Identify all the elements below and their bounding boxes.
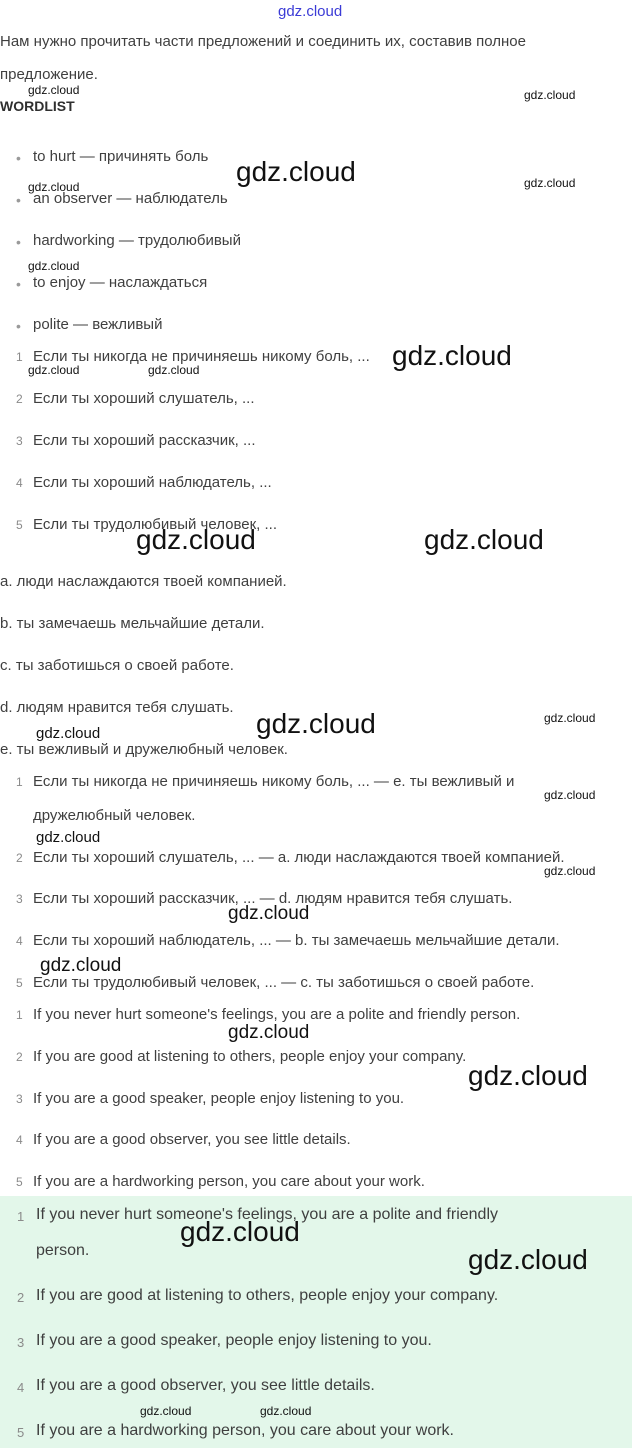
ending-item: e. ты вежливый и дружелюбный человек. [0, 741, 288, 758]
watermark: gdz.cloud [524, 176, 576, 190]
list-number: 4 [16, 476, 23, 490]
answer-item: If you are good at listening to others, people enjoy your company. [36, 1287, 499, 1304]
watermark: gdz.cloud [136, 524, 256, 555]
intro-line-2: предложение. [0, 66, 98, 83]
list-number: 5 [17, 1425, 25, 1440]
wordlist-title: WORDLIST [0, 98, 75, 114]
watermark: gdz.cloud [468, 1060, 588, 1091]
list-number: 2 [16, 392, 23, 406]
watermark: gdz.cloud [236, 156, 356, 187]
watermark: gdz.cloud [544, 711, 596, 725]
intro-line-1: Нам нужно прочитать части предложений и соединить их, составив полное [0, 33, 526, 50]
list-number: 1 [16, 1008, 23, 1022]
watermark: gdz.cloud [260, 1404, 312, 1418]
watermark: gdz.cloud [424, 524, 544, 555]
beginning-item: Если ты никогда не причиняешь никому боль, ... [33, 348, 370, 365]
matched-item: Если ты хороший наблюдатель, ... — b. ты замечаешь мельчайшие детали. [33, 932, 560, 949]
watermark: gdz.cloud [140, 1404, 192, 1418]
list-number: 5 [16, 1175, 23, 1189]
list-number: 1 [16, 775, 23, 789]
english-item: If you are a hardworking person, you care about your work. [33, 1173, 425, 1190]
ending-item: b. ты замечаешь мельчайшие детали. [0, 615, 265, 632]
answer-item: If you are a hardworking person, you care about your work. [36, 1422, 454, 1439]
watermark: gdz.cloud [28, 83, 80, 97]
matched-item: Если ты трудолюбивый человек, ... — c. ты заботишься о своей работе. [33, 974, 535, 991]
list-number: 2 [16, 1050, 23, 1064]
ending-item: a. люди наслаждаются твоей компанией. [0, 573, 287, 590]
watermark: gdz.cloud [392, 340, 512, 371]
english-item: If you are a good observer, you see little details. [33, 1131, 351, 1148]
beginning-item: Если ты трудолюбивый человек, ... [33, 516, 277, 533]
header-watermark: gdz.cloud [278, 3, 343, 20]
watermark: gdz.cloud [524, 88, 576, 102]
watermark: gdz.cloud [28, 363, 80, 377]
answer-item: If you never hurt someone's feelings, you are a polite and friendly [36, 1206, 498, 1223]
watermark: gdz.cloud [180, 1216, 300, 1247]
bullet-icon: • [16, 150, 21, 166]
matched-item: Если ты хороший слушатель, ... — a. люди наслаждаются твоей компанией. [33, 849, 565, 866]
list-number: 4 [16, 934, 23, 948]
list-number: 2 [17, 1290, 25, 1305]
watermark: gdz.cloud [36, 725, 101, 742]
answer-item: If you are a good speaker, people enjoy listening to you. [36, 1332, 432, 1349]
watermark: gdz.cloud [28, 259, 80, 273]
list-number: 1 [17, 1209, 25, 1224]
beginning-item: Если ты хороший рассказчик, ... [33, 432, 256, 449]
matched-item: Если ты хороший рассказчик, ... — d. людям нравится тебя слушать. [33, 890, 513, 907]
matched-item-continuation: дружелюбный человек. [33, 807, 196, 824]
wordlist-item: to enjoy — наслаждаться [33, 274, 208, 291]
bullet-icon: • [16, 318, 21, 334]
wordlist-item: an observer — наблюдатель [33, 190, 228, 207]
list-number: 3 [16, 1092, 23, 1106]
watermark: gdz.cloud [228, 903, 310, 924]
bullet-icon: • [16, 192, 21, 208]
list-number: 5 [16, 518, 23, 532]
watermark: gdz.cloud [148, 363, 200, 377]
ending-item: d. людям нравится тебя слушать. [0, 699, 234, 716]
watermark: gdz.cloud [256, 708, 376, 739]
list-number: 2 [16, 851, 23, 865]
watermark: gdz.cloud [40, 955, 122, 976]
answer-item-continuation: person. [36, 1242, 90, 1259]
list-number: 3 [17, 1335, 25, 1350]
list-number: 4 [17, 1380, 25, 1395]
ending-item: c. ты заботишься о своей работе. [0, 657, 234, 674]
english-item: If you never hurt someone's feelings, you are a polite and friendly person. [33, 1006, 521, 1023]
watermark: gdz.cloud [28, 180, 80, 194]
matched-item: Если ты никогда не причиняешь никому боль, ... — e. ты вежливый и [33, 773, 515, 790]
list-number: 3 [16, 434, 23, 448]
watermark: gdz.cloud [544, 788, 596, 802]
list-number: 4 [16, 1133, 23, 1147]
watermark: gdz.cloud [544, 864, 596, 878]
list-number: 1 [16, 350, 23, 364]
answer-box [0, 1196, 632, 1448]
answer-item: If you are a good observer, you see little details. [36, 1377, 375, 1394]
watermark: gdz.cloud [468, 1244, 588, 1275]
watermark: gdz.cloud [36, 829, 101, 846]
wordlist-item: polite — вежливый [33, 316, 163, 333]
bullet-icon: • [16, 276, 21, 292]
list-number: 3 [16, 892, 23, 906]
wordlist-item: hardworking — трудолюбивый [33, 232, 241, 249]
list-number: 5 [16, 976, 23, 990]
english-item: If you are good at listening to others, people enjoy your company. [33, 1048, 467, 1065]
bullet-icon: • [16, 234, 21, 250]
beginning-item: Если ты хороший наблюдатель, ... [33, 474, 272, 491]
wordlist-item: to hurt — причинять боль [33, 148, 209, 165]
english-item: If you are a good speaker, people enjoy listening to you. [33, 1090, 405, 1107]
beginning-item: Если ты хороший слушатель, ... [33, 390, 255, 407]
watermark: gdz.cloud [228, 1022, 310, 1043]
